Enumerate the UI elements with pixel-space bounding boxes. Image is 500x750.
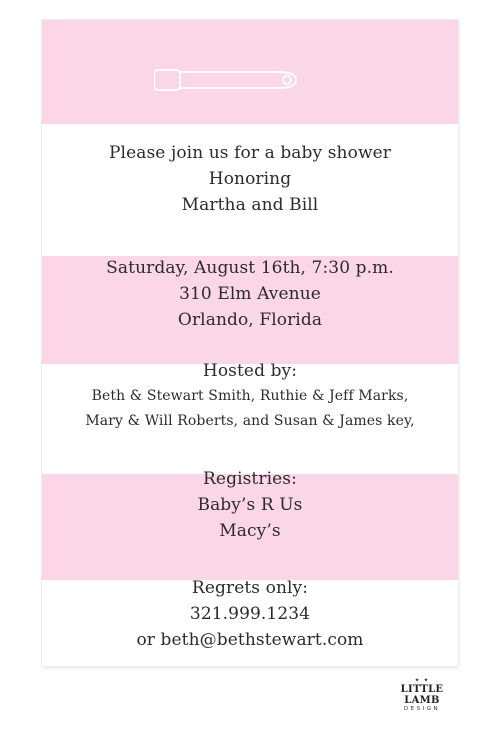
regrets-block [42, 575, 458, 653]
regrets-line: or beth@bethstewart.com [136, 630, 364, 650]
hosted-block [42, 358, 458, 434]
hosted-names-line: Beth & Stewart Smith, Ruthie & Jeff Marks, [91, 388, 409, 404]
hosted-names-line: Mary & Will Roberts, and Susan & James key, [85, 413, 415, 429]
regrets-line: Regrets only: [191, 578, 309, 598]
intro-line: Honoring [208, 169, 292, 189]
invitation-card [42, 20, 458, 666]
registries-block [42, 466, 458, 544]
regrets-line: 321.999.1234 [189, 604, 311, 624]
details-line: Saturday, August 16th, 7:30 p.m. [106, 258, 394, 278]
details-line: Orlando, Florida [177, 310, 323, 330]
logo-name: LITTLE LAMB [400, 684, 444, 706]
intro-line: Martha and Bill [181, 195, 319, 215]
logo-mark: ✦ ✦ [414, 677, 430, 684]
registries-line: Baby’s R Us [197, 495, 303, 515]
little-lamb-logo [386, 677, 458, 712]
logo-tagline: DESIGN [403, 706, 441, 712]
registries-line: Macy’s [219, 521, 281, 541]
intro-line: Please join us for a baby shower [109, 143, 391, 163]
details-line: 310 Elm Avenue [179, 284, 321, 304]
registries-line: Registries: [203, 469, 297, 489]
details-block [42, 255, 458, 333]
safety-pin-icon [154, 60, 304, 100]
hosted-heading: Hosted by: [202, 361, 298, 381]
intro-block [42, 140, 458, 218]
